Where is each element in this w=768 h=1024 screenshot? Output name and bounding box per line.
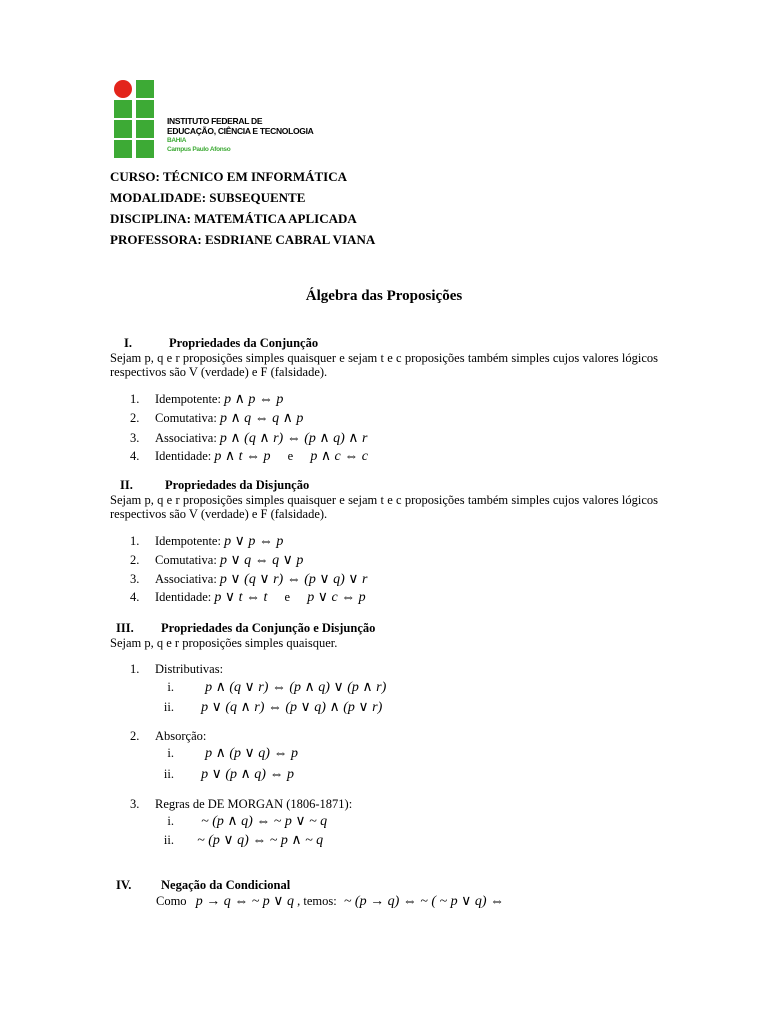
- formula: p ∨ (p ∧ q) ⇔ p: [201, 767, 294, 782]
- section-title: Propriedades da Disjunção: [165, 478, 310, 492]
- section-title: Propriedades da Conjunção e Disjunção: [161, 621, 376, 635]
- item-number: 2.: [130, 411, 140, 425]
- property-item: [130, 391, 283, 408]
- item-label: Idempotente:: [155, 392, 221, 406]
- property-item: [130, 662, 223, 677]
- formula: ~ (p → q) ⇔ ~ ( ~ p ∨ q) ⇔: [343, 894, 504, 909]
- institute-logo: [112, 78, 312, 160]
- item-label: Associativa:: [155, 572, 217, 586]
- formula: p ∨ p ⇔ p: [224, 534, 284, 549]
- item-label: Distributivas:: [155, 662, 224, 676]
- sub-item: [140, 699, 382, 716]
- property-item: [130, 430, 367, 447]
- modality-line: MODALIDADE: SUBSEQUENTE: [110, 190, 306, 205]
- property-item: [130, 410, 303, 427]
- item-label: Como: [156, 894, 187, 908]
- sub-item-number: i.: [167, 680, 174, 694]
- formula: ~ (p ∧ q) ⇔ ~ p ∨ ~ q: [201, 814, 328, 829]
- property-item: [130, 571, 367, 588]
- item-label: Associativa:: [155, 431, 217, 445]
- sub-item: [140, 745, 298, 762]
- sub-item-number: ii.: [163, 833, 174, 847]
- sub-item: [140, 766, 294, 783]
- property-item: [130, 533, 283, 550]
- item-number: 3.: [130, 797, 140, 811]
- item-number: 4.: [130, 449, 140, 463]
- section-number: IV.: [116, 878, 132, 892]
- formula: ~ (p ∨ q) ⇔ ~ p ∧ ~ q: [197, 833, 324, 848]
- section-heading: [110, 621, 375, 636]
- section-heading: [110, 478, 309, 493]
- section-intro: Sejam p, q e r proposições simples quaisquer.: [110, 636, 338, 650]
- item-label: Comutativa:: [155, 411, 217, 425]
- formula: p ∨ q ⇔ q ∨ p: [219, 553, 304, 568]
- item-number: 3.: [130, 431, 140, 445]
- formula: p ∨ t ⇔ t: [214, 590, 268, 605]
- logo-line-1: INSTITUTO FEDERAL DE: [167, 116, 263, 126]
- item-label: , temos:: [297, 894, 337, 908]
- item-label: Idempotente:: [155, 534, 221, 548]
- logo-square: [114, 140, 132, 158]
- sub-item: [140, 679, 386, 696]
- logo-square: [114, 120, 132, 138]
- formula: p ∨ c ⇔ p: [307, 590, 366, 605]
- formula: p ∧ (q ∧ r) ⇔ (p ∧ q) ∧ r: [219, 431, 368, 446]
- property-item: [130, 797, 352, 812]
- course-line: CURSO: TÉCNICO EM INFORMÁTICA: [110, 169, 348, 184]
- formula: p ∨ (q ∨ r) ⇔ (p ∨ q) ∨ r: [219, 572, 368, 587]
- item-label: Regras de DE MORGAN (1806-1871):: [155, 797, 353, 811]
- section-intro: Sejam p, q e r proposições simples quaisquer e sejam t e c proposições também simples cujos valores lógicos respectivos são V (verdade) e F (falsidade).: [110, 351, 658, 379]
- formula: p ∧ (p ∨ q) ⇔ p: [205, 746, 298, 761]
- section-intro: Sejam p, q e r proposições simples quaisquer e sejam t e c proposições também simples cujos valores lógicos respectivos são V (verdade) e F (falsidade).: [110, 493, 658, 521]
- sub-item-number: i.: [167, 746, 174, 760]
- property-item: [130, 589, 366, 606]
- logo-line-4: Campus Paulo Afonso: [167, 146, 231, 153]
- formula: p ∧ (q ∨ r) ⇔ (p ∧ q) ∨ (p ∧ r): [205, 680, 387, 695]
- property-item: [130, 552, 303, 569]
- sub-item-number: ii.: [163, 767, 174, 781]
- logo-spacer: [158, 80, 166, 98]
- section-heading: [110, 336, 318, 351]
- item-number: 3.: [130, 572, 140, 586]
- sub-item: [140, 832, 323, 849]
- discipline-line: DISCIPLINA: MATEMÁTICA APLICADA: [110, 211, 357, 226]
- logo-square: [114, 100, 132, 118]
- formula: p ∧ t ⇔ p: [214, 449, 271, 464]
- logo-red-dot: [114, 80, 132, 98]
- section-number: I.: [124, 336, 132, 350]
- item-label: Comutativa:: [155, 553, 217, 567]
- formula: p ∧ p ⇔ p: [224, 392, 284, 407]
- item-label: Absorção:: [155, 729, 207, 743]
- logo-square: [136, 140, 154, 158]
- page-title: Álgebra das Proposições: [305, 288, 463, 304]
- item-label: Identidade:: [155, 590, 212, 604]
- formula: p ∧ c ⇔ c: [310, 449, 368, 464]
- item-number: 2.: [130, 729, 140, 743]
- logo-line-3: BAHIA: [167, 137, 187, 144]
- professor-line: PROFESSORA: ESDRIANE CABRAL VIANA: [110, 232, 376, 247]
- item-number: 1.: [130, 392, 140, 406]
- section-number: II.: [120, 478, 133, 492]
- item-number: 1.: [130, 662, 140, 676]
- item-number: 4.: [130, 590, 140, 604]
- formula: p → q ⇔ ~ p ∨ q: [195, 894, 295, 909]
- property-item: [130, 448, 368, 465]
- property-item: [130, 729, 206, 744]
- formula: p ∨ (q ∧ r) ⇔ (p ∨ q) ∧ (p ∨ r): [201, 700, 383, 715]
- item-number: 1.: [130, 534, 140, 548]
- conjunction-word: e: [284, 590, 291, 604]
- conjunction-word: e: [287, 449, 294, 463]
- logo-square: [136, 100, 154, 118]
- logo-line-2: EDUCAÇÃO, CIÊNCIA E TECNOLOGIA: [167, 126, 314, 136]
- section-number: III.: [116, 621, 134, 635]
- logo-square: [136, 80, 154, 98]
- logo-square: [136, 120, 154, 138]
- item-number: 2.: [130, 553, 140, 567]
- formula: p ∧ q ⇔ q ∧ p: [219, 411, 304, 426]
- sub-item-number: i.: [167, 814, 174, 828]
- section-heading: [110, 878, 290, 893]
- item-label: Identidade:: [155, 449, 212, 463]
- property-item: [156, 893, 504, 910]
- section-title: Propriedades da Conjunção: [169, 336, 319, 350]
- section-title: Negação da Condicional: [161, 878, 291, 892]
- sub-item-number: ii.: [163, 700, 174, 714]
- sub-item: [140, 813, 327, 830]
